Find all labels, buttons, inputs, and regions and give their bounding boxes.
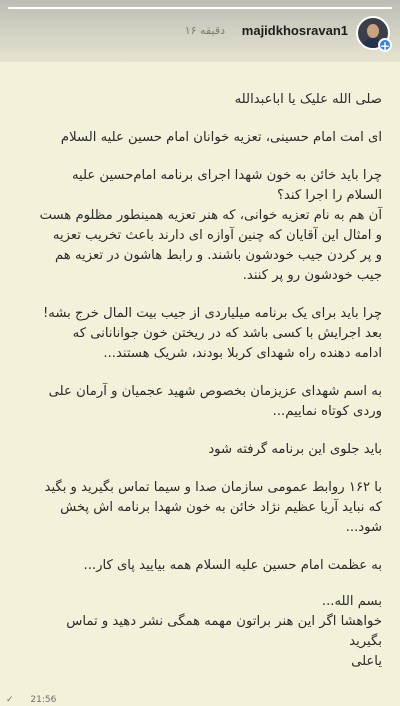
text-line: و پر کردن جیب خودشون باشند. و رابط هاشون در تعزیه هم bbox=[55, 248, 382, 263]
text-line: چرا باید برای یک برنامه میلیاردی از جیب بیت المال خرج بشه! bbox=[43, 306, 382, 321]
add-story-plus-icon[interactable]: + bbox=[380, 39, 391, 53]
paragraph-rally bbox=[18, 556, 382, 576]
text-line: و امثال این آقایان که چنین آوازه ای دارند باعث تخریب تعزیه bbox=[52, 228, 382, 243]
text-line: چرا باید خائن به خون شهدا اجرای برنامه امام‌حسین علیه bbox=[71, 168, 382, 183]
text-line: ای امت امام حسینی، تعزیه خوانان امام حسین علیه السلام bbox=[60, 130, 382, 145]
paragraph-address bbox=[18, 128, 382, 148]
text-line: به اسم شهدای عزیزمان بخصوص شهید عجمیان و آرمان علی bbox=[48, 384, 382, 399]
text-line: یاعلی bbox=[351, 654, 382, 669]
text-line: صلی الله علیک یا اباعبدالله bbox=[234, 92, 382, 107]
story-timestamp: ۱۶ دقیقه bbox=[184, 24, 225, 37]
text-line: که نباید آریا عظیم نژاد خائن به خون شهدا برنامه اش پخش bbox=[60, 500, 382, 515]
check-icon: ✓ bbox=[6, 695, 14, 705]
text-line: آن هم به نام تعزیه خوانی، که هنر تعزیه همینطور مظلوم هست bbox=[39, 208, 382, 223]
paragraph-call bbox=[18, 478, 382, 538]
text-line: باید جلوی این برنامه گرفته شود bbox=[208, 442, 382, 457]
avatar-face bbox=[367, 24, 379, 38]
text-line: بسم الله... bbox=[321, 594, 382, 609]
text-line: بعد اجرایش با کسی باشد که در ریختن خون جوانانانی که bbox=[72, 326, 382, 341]
text-line: با ۱۶۲ روابط عمومی سازمان صدا و سیما تماس بگیرید و بگید bbox=[44, 480, 382, 495]
message-time: 21:56 bbox=[30, 695, 57, 705]
text-line: بگیرید bbox=[349, 634, 382, 649]
paragraph-martyrs bbox=[18, 382, 382, 422]
paragraph-closing bbox=[18, 592, 382, 672]
paragraph-question bbox=[18, 166, 382, 286]
story-header bbox=[0, 0, 400, 62]
message-status bbox=[6, 694, 96, 706]
text-line: به عظمت امام حسین علیه السلام همه بیایید پای کار... bbox=[83, 558, 382, 573]
story-progress-bar bbox=[8, 7, 392, 9]
paragraph-budget bbox=[18, 304, 382, 364]
text-line: ادامه دهنده راه شهدای کربلا بودند، شریک هستند... bbox=[103, 346, 382, 361]
text-line: شود... bbox=[345, 520, 382, 535]
text-line: خواهشا اگر این هنر براتون مهمه همگی نشر دهید و تماس bbox=[66, 614, 382, 629]
text-line: جیب خودشون رو پر کنند. bbox=[242, 268, 382, 283]
post-text bbox=[18, 90, 382, 690]
story-username[interactable]: majidkhosravan1 bbox=[241, 23, 348, 38]
story-progress-fill bbox=[8, 7, 392, 9]
paragraph-salutation bbox=[18, 90, 382, 110]
paragraph-stop bbox=[18, 440, 382, 460]
text-line: وردی کوتاه نماییم... bbox=[272, 404, 382, 419]
text-line: السلام را اجرا کند؟ bbox=[276, 188, 382, 203]
